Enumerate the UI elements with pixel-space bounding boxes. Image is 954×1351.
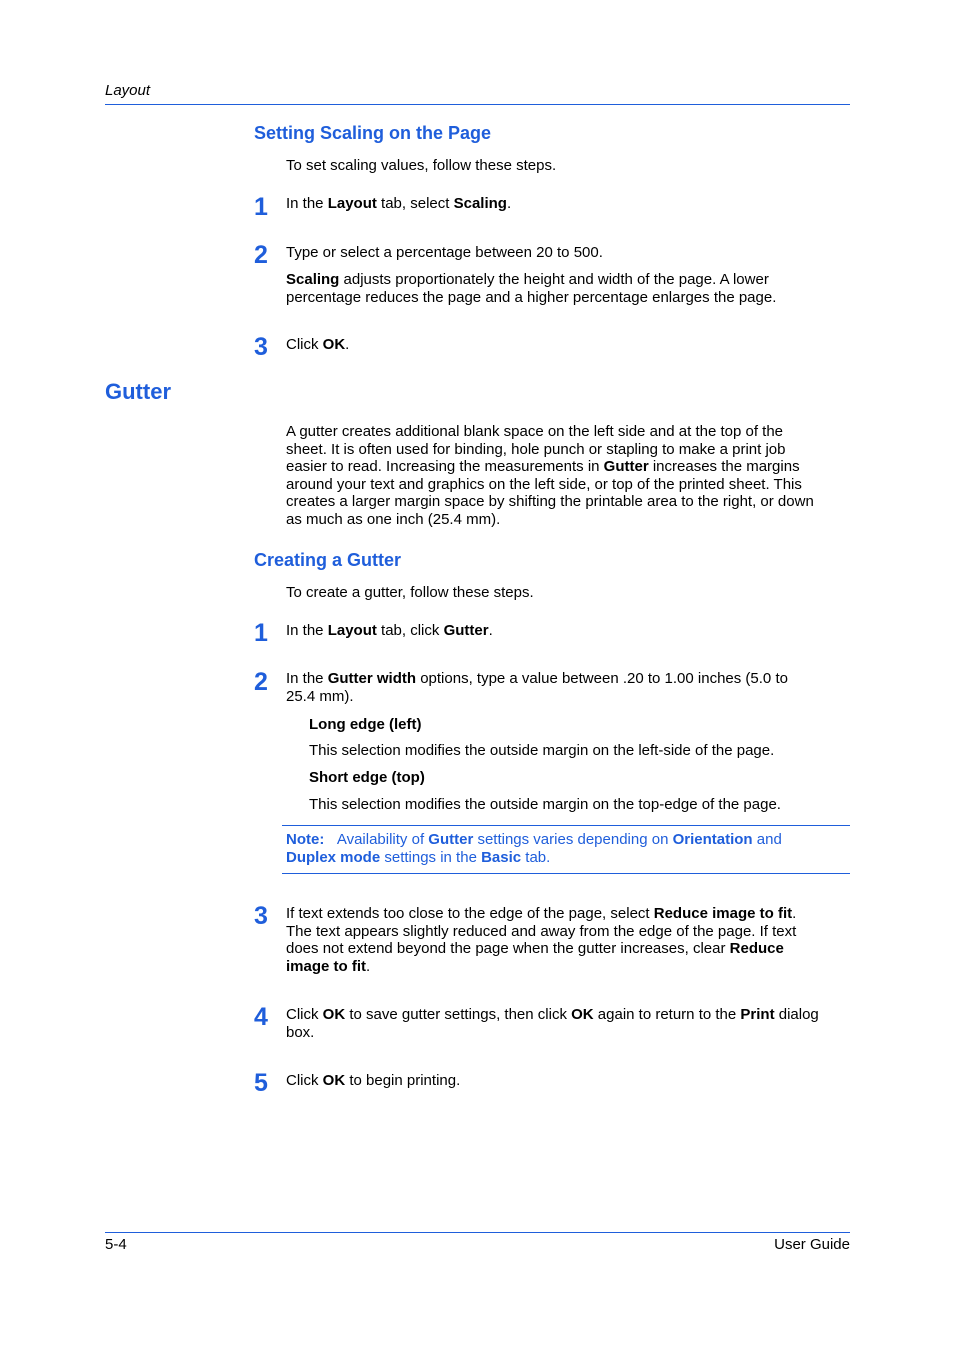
option-title-short-edge: Short edge (top) [309,769,425,786]
note-box: Note: Availability of Gutter settings varies depending on Orientation and Duplex mode settings in the Basic tab. [286,831,782,866]
option-desc-short-edge: This selection modifies the outside margin on the top-edge of the page. [309,796,781,813]
step-number: 5 [254,1069,268,1097]
option-title-long-edge: Long edge (left) [309,716,422,733]
footer-title: User Guide [774,1236,850,1253]
step-number: 4 [254,1003,268,1031]
footer-rule [105,1232,850,1233]
creating-step-5: Click OK to begin printing. [286,1072,461,1089]
step-number: 3 [254,333,268,361]
step-number: 1 [254,193,268,221]
note-bottom-rule [282,873,850,874]
scaling-step-3: Click OK. [286,336,350,353]
step-number: 3 [254,902,268,930]
creating-step-3: If text extends too close to the edge of the page, select Reduce image to fit. The text appears slightly reduced and away from the edge of the page. If text does not extend beyond the page when the gutter increases, clear Reduce image to fit. [286,905,797,975]
running-header: Layout [105,82,151,99]
creating-step-1: In the Layout tab, click Gutter. [286,622,493,639]
scaling-step-1: In the Layout tab, select Scaling. [286,195,512,212]
gutter-heading: Gutter [105,379,171,404]
option-desc-long-edge: This selection modifies the outside margin on the left-side of the page. [309,742,775,759]
note-label: Note: [286,831,325,848]
scaling-heading: Setting Scaling on the Page [254,123,492,143]
creating-gutter-heading: Creating a Gutter [254,550,402,570]
scaling-step-2: Type or select a percentage between 20 to 500. [286,244,603,261]
step-number: 1 [254,619,268,647]
scaling-intro: To set scaling values, follow these steps. [286,157,557,174]
header-rule [105,104,850,105]
step-number: 2 [254,668,268,696]
scaling-step-2-detail: Scaling adjusts proportionately the height and width of the page. A lower percentage reduces the page and a higher percentage enlarges the page. [286,271,777,306]
note-top-rule [282,825,850,826]
creating-intro: To create a gutter, follow these steps. [286,584,534,601]
creating-step-4: Click OK to save gutter settings, then click OK again to return to the Print dialog box. [286,1006,819,1041]
creating-step-2: In the Gutter width options, type a value between .20 to 1.00 inches (5.0 to 25.4 mm). [286,670,788,705]
page-number: 5-4 [105,1236,127,1253]
step-number: 2 [254,241,268,269]
gutter-description: A gutter creates additional blank space on the left side and at the top of the sheet. It is often used for binding, hole punch or stapling to make a print job easier to read. Increasing the measurements in Gutter increases the margins around your text and graphics on the left side, or top of the printed sheet. This creates a larger margin space by shifting the printable area to the right, or down as much as one inch (25.4 mm). [286,423,814,528]
